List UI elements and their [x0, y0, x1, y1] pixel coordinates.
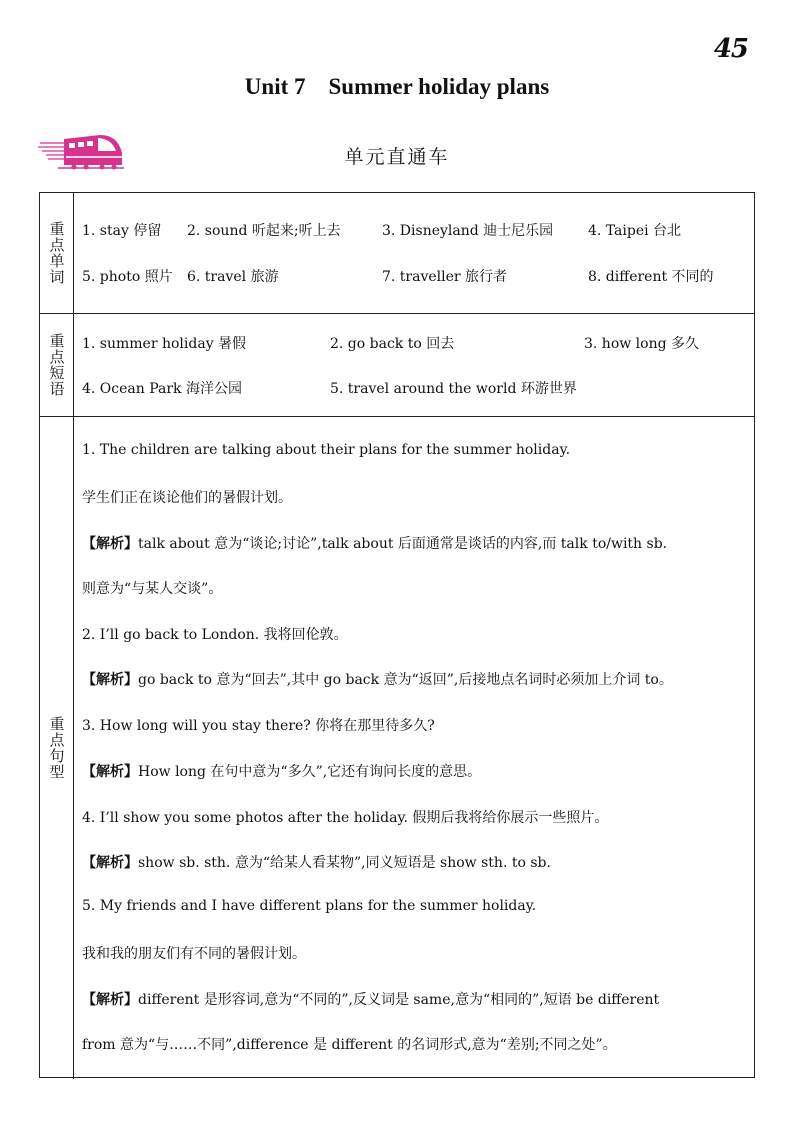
- vocabulary-label: 重点单词: [47, 221, 66, 285]
- analysis-line: [82, 989, 659, 1009]
- analysis-tag: 【解析】: [82, 764, 138, 780]
- sentences-row: [40, 417, 754, 1079]
- analysis-text: How long 在句中意为“多久”,它还有询问长度的意思。: [138, 764, 482, 780]
- analysis-line: [82, 533, 667, 553]
- vocab-item: 5. photo 照片: [82, 269, 173, 285]
- translation-line: 我和我的朋友们有不同的暑假计划。: [82, 946, 306, 962]
- phrases-label-cell: [40, 314, 74, 416]
- phrase-item: 3. how long 多久: [584, 336, 700, 352]
- sentences-label: 重点句型: [47, 716, 66, 780]
- vocab-item: 7. traveller 旅行者: [382, 269, 508, 285]
- sentence-line: 4. I’ll show you some photos after the holiday. 假期后我将给你展示一些照片。: [82, 810, 609, 826]
- sentence-line: 5. My friends and I have different plans for the summer holiday.: [82, 898, 537, 914]
- phrase-item: 1. summer holiday 暑假: [82, 336, 247, 352]
- analysis-tag: 【解析】: [82, 672, 138, 688]
- vocabulary-row: [40, 193, 754, 314]
- analysis-continuation: from 意为“与……不同”,difference 是 different 的名词形式,意为“差别;不同之处”。: [82, 1037, 617, 1053]
- vocab-item: 2. sound 听起来;听上去: [187, 223, 341, 239]
- sentence-line: 3. How long will you stay there? 你将在那里待多久?: [82, 718, 435, 734]
- analysis-tag: 【解析】: [82, 992, 138, 1008]
- vocab-item: 1. stay 停留: [82, 223, 162, 239]
- phrase-item: 4. Ocean Park 海洋公园: [82, 381, 242, 397]
- analysis-text: talk about 意为“谈论;讨论”,talk about 后面通常是谈话的内容,而 talk to/with sb.: [138, 536, 668, 552]
- phrases-row: [40, 314, 754, 417]
- phrase-item: 2. go back to 回去: [330, 336, 455, 352]
- vocab-item: 4. Taipei 台北: [588, 223, 682, 239]
- sentence-line: 2. I’ll go back to London. 我将回伦敦。: [82, 627, 348, 643]
- analysis-text: go back to 意为“回去”,其中 go back 意为“返回”,后接地点名词时必须加上介词 to。: [138, 672, 673, 688]
- summary-table: [39, 192, 755, 1078]
- vocab-item: 3. Disneyland 迪士尼乐园: [382, 223, 554, 239]
- vocabulary-label-cell: [40, 193, 74, 313]
- analysis-continuation: 则意为“与某人交谈”。: [82, 581, 223, 597]
- analysis-line: [82, 669, 673, 689]
- analysis-tag: 【解析】: [82, 536, 138, 552]
- unit-title: Unit 7 Summer holiday plans: [244, 74, 550, 99]
- sentence-line: 1. The children are talking about their plans for the summer holiday.: [82, 442, 571, 458]
- analysis-line: [82, 852, 551, 872]
- analysis-tag: 【解析】: [82, 855, 138, 871]
- section-title: 单元直通车: [344, 146, 450, 168]
- translation-line: 学生们正在谈论他们的暑假计划。: [82, 490, 292, 506]
- analysis-line: [82, 761, 481, 781]
- sentences-label-cell: [40, 417, 74, 1079]
- vocab-item: 6. travel 旅游: [187, 269, 279, 285]
- analysis-text: show sb. sth. 意为“给某人看某物”,同义短语是 show sth. to sb.: [138, 855, 551, 871]
- analysis-text: different 是形容词,意为“不同的”,反义词是 same,意为“相同的”,短语 be different: [138, 992, 660, 1008]
- phrase-item: 5. travel around the world 环游世界: [330, 381, 577, 397]
- vocab-item: 8. different 不同的: [588, 269, 714, 285]
- phrases-label: 重点短语: [47, 333, 66, 397]
- page-number: 45: [713, 34, 748, 64]
